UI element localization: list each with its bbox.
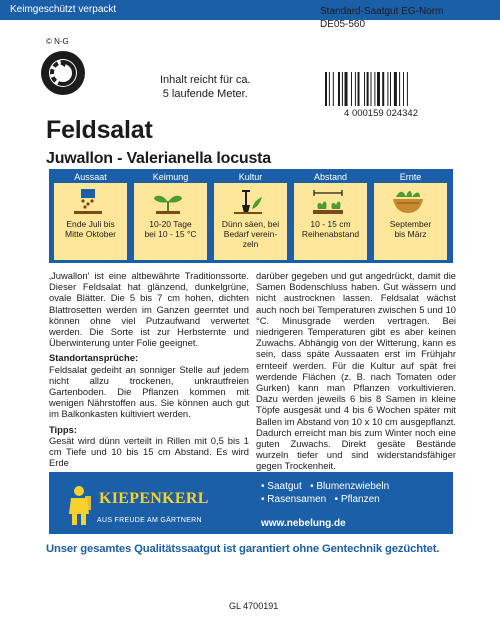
barcode-number: 4 000159 024342 <box>344 108 418 118</box>
info-value-line-2: Mitte Oktober <box>64 229 117 239</box>
info-value-line-2: bei 10 - 15 °C <box>144 229 197 239</box>
barcode-bar <box>333 72 334 106</box>
barcode-bar <box>351 72 352 106</box>
product-range-list <box>261 480 389 506</box>
range-lawn-seeds: • Rasensamen <box>261 494 327 505</box>
barcode-bar <box>399 72 400 106</box>
info-cell-cultivation <box>211 169 290 263</box>
site-text: Feldsalat gedeiht an sonniger Stelle auf jedem nicht allzu trockenen, unkrautfreien Gartenboden. Die Pflanzen kommen mit wenigen Nährstoffen aus. Sie können auch gut im Balkonkasten kultiviert werden. <box>49 363 249 420</box>
barcode-bar <box>390 72 391 106</box>
copyright-note: © N-G <box>46 37 69 46</box>
green-dot-logo-icon <box>40 50 86 96</box>
website-link[interactable]: www.nebelung.de <box>261 518 346 529</box>
sprout-icon <box>150 187 186 215</box>
range-plants: • Pflanzen <box>334 494 380 505</box>
info-value <box>214 219 287 249</box>
info-cell-germination <box>131 169 210 263</box>
kiepenkerl-logo <box>59 478 255 528</box>
article-code: GL 4700191 <box>229 601 279 611</box>
brand-name: KIEPENKERL <box>99 490 209 507</box>
barcode-bar <box>374 72 375 106</box>
product-title: Feldsalat <box>46 116 153 144</box>
site-heading: Standortansprüche: <box>49 352 139 364</box>
info-value-line-1: Dünn säen, bei <box>221 219 280 229</box>
contents-line-1: Inhalt reicht für ca. <box>160 74 251 86</box>
norm-line-2: DE05-560 <box>320 19 366 30</box>
info-label: Abstand <box>313 172 348 182</box>
info-value-line-1: Ende Juli bis <box>66 219 115 229</box>
info-value-line-3: zeln <box>242 239 259 249</box>
gmo-free-guarantee: Unser gesamtes Qualitätssaatgut ist garantiert ohne Gentechnik gezüchtet. <box>46 543 440 555</box>
info-value-line-2: Bedarf verein- <box>223 229 278 239</box>
variety-description: ‚Juwallon' ist eine altbewährte Traditionssorte. Dieser Feldsalat hat glänzend, dunkelgrüne, ovale Blätter. Die 5 bis 7 cm hohen, dichten Blattrosetten werden im Ganzen geerntet und können ohne viel Putzaufwand verwertet werden. Die Sorte ist zur Herbsternte und Überwinterung unter Folie geeignet. <box>49 270 249 349</box>
info-cell-harvest <box>371 169 450 263</box>
barcode-bar <box>364 72 365 106</box>
barcode-bar <box>329 72 330 106</box>
range-bulbs: • Blumenzwiebeln <box>310 481 390 492</box>
info-value-line-1: 10-20 Tage <box>149 219 192 229</box>
seed-norm-label <box>320 5 443 31</box>
barcode-bar <box>367 72 369 106</box>
kiepenkerl-figure-icon <box>65 484 93 526</box>
tips-heading: Tipps: <box>49 423 77 435</box>
info-label: Ernte <box>399 172 422 182</box>
barcode-bar <box>325 72 327 106</box>
barcode-bar <box>382 72 384 106</box>
description-column-left <box>49 270 249 468</box>
barcode-bar <box>358 72 360 106</box>
description-column-right <box>256 270 456 472</box>
brand-slogan: AUS FREUDE AM GÄRTNERN <box>97 517 202 524</box>
product-subtitle: Juwallon - Valerianella locusta <box>46 150 271 167</box>
info-label: Aussaat <box>74 172 107 182</box>
seed-packet-icon <box>70 187 106 215</box>
info-label: Kultur <box>238 172 263 182</box>
info-value-line-1: September <box>389 219 432 229</box>
barcode-bar <box>345 72 348 106</box>
tips-continued-text: darüber gegeben und gut angedrückt, damit die Samen Bodenschluss haben. Gut wässern und nicht austrocknen lassen. Feldsalat wächst auch noch bei Temperaturen zwischen 5 und 10 °C. Minusgrade werden vertragen. Bei niedrigeren Temperaturen gibt es aber keinen Zuwachs. Abhängig von der Witterung, kann es sein, dass späte Aussaaten erst im Frühjahr ernteeif werden. Für die Kultur auf spät frei werdende Flächen (z. B. nach Tomaten oder Gurken) kann man Pflanzen vorkultivieren. Dazu werden jeweils 6 bis 8 Samen in kleine Töpfe ausgesät und 4 bis 6 Wochen später mit Ballen im Abstand von 10 x 10 cm ausgepflanzt. Dadurch erreicht man bis zum Winter noch eine guten Zuwachs. Direkt gesäte Bestände wurzeln tiefer und sind widerstandsfähiger gegen Trockenheit. <box>256 270 456 472</box>
info-value-line-1: 10 - 15 cm <box>310 219 351 229</box>
harvest-bowl-icon <box>390 187 426 215</box>
brand-band <box>49 472 453 534</box>
barcode-bar <box>342 72 343 106</box>
barcode-bar <box>407 72 408 106</box>
info-value-line-2: Reihenabstand <box>301 229 360 239</box>
germ-protected-label: Keimgeschützt verpackt <box>10 4 117 15</box>
barcode <box>321 72 441 118</box>
info-cell-sowing <box>51 169 130 263</box>
info-value <box>374 219 447 239</box>
contents-note <box>160 73 251 101</box>
barcode-bar <box>371 72 372 106</box>
info-value <box>294 219 367 239</box>
barcode-bar <box>394 72 397 106</box>
growing-info-band <box>49 169 453 263</box>
barcode-bar <box>377 72 380 106</box>
info-value <box>54 219 127 239</box>
info-value <box>134 219 207 239</box>
barcode-bar <box>387 72 388 106</box>
tips-text: Gesät wird dünn verteilt in Rillen mit 0,5 bis 1 cm Tiefe und 10 bis 15 cm Abstand. Es wird Erde <box>49 434 249 469</box>
info-value-line-2: bis März <box>394 229 427 239</box>
range-seeds: • Saatgut <box>261 481 302 492</box>
info-label: Keimung <box>152 172 189 182</box>
barcode-bar <box>338 72 340 106</box>
info-cell-spacing <box>291 169 370 263</box>
barcode-bar <box>355 72 356 106</box>
contents-line-2: 5 laufende Meter. <box>162 88 248 100</box>
norm-line-1: Standard-Saatgut EG-Norm <box>320 6 444 17</box>
barcode-bar <box>403 72 404 106</box>
spacing-icon <box>310 187 346 215</box>
spade-icon <box>230 187 266 215</box>
